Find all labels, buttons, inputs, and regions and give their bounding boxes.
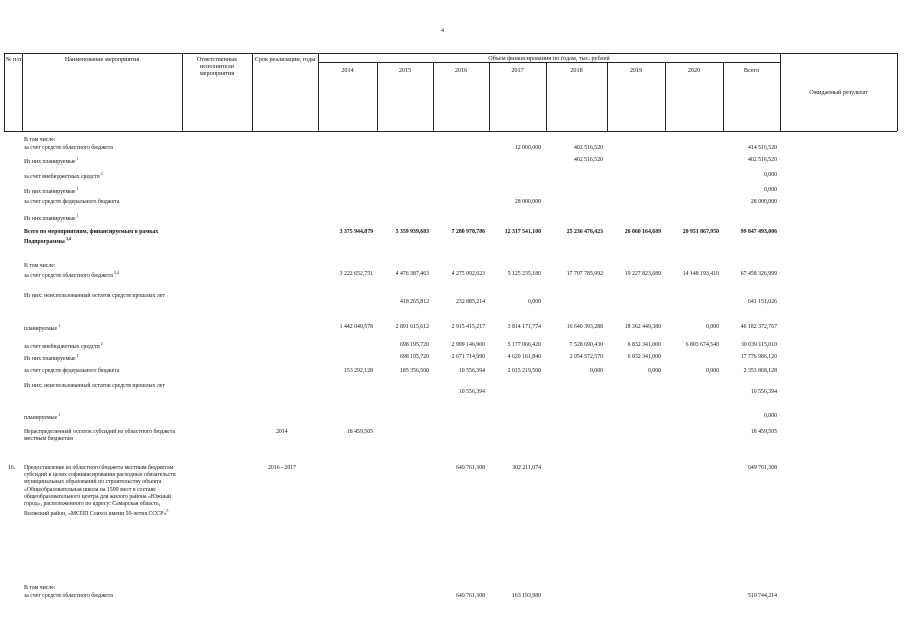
header-volume: Объем финансирования по годам, тыс. рублей bbox=[488, 55, 610, 62]
value-cell: 28 000,000 bbox=[750, 199, 777, 205]
value-cell: 402 516,520 bbox=[748, 157, 777, 163]
value-cell: 12 000,000 bbox=[514, 145, 541, 151]
footnote-mark: 1 bbox=[75, 156, 79, 161]
value-cell: 0,000 bbox=[589, 368, 603, 374]
row-label bbox=[24, 172, 103, 181]
value-cell: 7 280 978,786 bbox=[451, 229, 485, 235]
value-cell: 3 375 944,879 bbox=[339, 229, 373, 235]
footnote-mark: 1 bbox=[57, 412, 61, 417]
row-label-text: за счет средств областного бюджета bbox=[24, 145, 113, 151]
value-cell: 4 275 092,623 bbox=[451, 271, 485, 277]
value-cell: 698 195,720 bbox=[400, 342, 429, 348]
value-cell: 232 885,214 bbox=[456, 299, 485, 305]
row-term: 2014 bbox=[276, 429, 288, 435]
value-cell: 16 640 393,288 bbox=[566, 324, 603, 330]
row-label bbox=[24, 293, 184, 300]
row-label bbox=[24, 271, 119, 280]
value-cell: 414 516,520 bbox=[748, 145, 777, 151]
footnote-mark: 1 bbox=[75, 353, 79, 358]
value-cell: 4 620 161,840 bbox=[507, 354, 541, 360]
value-cell: 19 227 823,689 bbox=[624, 271, 661, 277]
row-label-text: Из них планируемые bbox=[24, 158, 76, 165]
row-label-text: за счет средств областного бюджета bbox=[24, 272, 113, 279]
value-cell: 5 177 066,420 bbox=[507, 342, 541, 348]
value-cell: 14 148 193,410 bbox=[682, 271, 719, 277]
value-cell: 2 915 415,217 bbox=[451, 324, 485, 330]
row-label bbox=[24, 593, 113, 600]
value-cell: 5 125 235,180 bbox=[507, 271, 541, 277]
value-cell: 698 195,720 bbox=[400, 354, 429, 360]
header-year: 2020 bbox=[687, 67, 701, 74]
row-label-text: Из них: неиспользованный остаток средств прошлых лет bbox=[24, 383, 165, 389]
row-label-text: В том числе: bbox=[24, 585, 56, 591]
header-year: 2019 bbox=[629, 67, 643, 74]
value-cell: 649 761,308 bbox=[748, 465, 777, 471]
row-label-text: за счет внебюджетных средств bbox=[24, 343, 100, 350]
value-cell: 153 292,128 bbox=[344, 368, 373, 374]
value-cell: 2 954 572,570 bbox=[569, 354, 603, 360]
col-border bbox=[780, 53, 781, 131]
value-cell: 7 528 690,430 bbox=[569, 342, 603, 348]
col-border bbox=[252, 53, 253, 131]
row-label bbox=[24, 157, 79, 166]
row-label-text: Нераспределенный остаток субсидий из областного бюджета местным бюджетам bbox=[24, 429, 176, 443]
row-label-text: Из них: неиспользованный остаток средств прошлых лет bbox=[24, 293, 165, 299]
row-label bbox=[24, 187, 79, 196]
value-cell: 30 039 115,010 bbox=[740, 342, 777, 348]
value-cell: 641 151,026 bbox=[748, 299, 777, 305]
row-label-text: планируемые bbox=[24, 325, 58, 332]
row-label bbox=[24, 199, 119, 206]
row-label-text: за счет средств федерального бюджета bbox=[24, 368, 120, 374]
row-label-text: Из них планируемые bbox=[24, 188, 76, 195]
value-cell: 2 671 714,990 bbox=[451, 354, 485, 360]
value-cell: 510 744,214 bbox=[748, 593, 777, 599]
value-cell: 0,000 bbox=[763, 172, 777, 178]
row-label bbox=[24, 342, 103, 351]
row-label bbox=[24, 229, 184, 246]
row-label-text: за счет внебюджетных средств bbox=[24, 173, 100, 180]
row-label bbox=[24, 354, 79, 363]
item-description bbox=[24, 465, 184, 519]
value-cell: 6 832 341,000 bbox=[627, 354, 661, 360]
value-cell: 46 182 372,767 bbox=[740, 324, 777, 330]
row-label-text: Из них планируемые bbox=[24, 215, 76, 222]
footnote-mark: 3,4 bbox=[64, 236, 71, 242]
value-cell: 26 060 164,689 bbox=[624, 229, 661, 235]
row-label-text: В том числе: bbox=[24, 137, 56, 143]
row-label bbox=[24, 145, 113, 152]
row-label bbox=[24, 429, 184, 443]
value-cell: 2 891 615,612 bbox=[395, 324, 429, 330]
footnote-mark: 1 bbox=[57, 323, 61, 328]
item-description-text: Предоставление из областного бюджета местным бюджетам субсидий в целях софинансирования расходных обязательств муниципальных образований по строительству объекта «Общеобразовательная школа на 1500 мест в составе общеобразовательного центра для жилого района «Южный город», расположенного по адресу: Самарская область, Волжский район, «МСПП Совхоз имени 50-летия СССР» bbox=[24, 465, 176, 518]
header-term: Срок реализации, годы bbox=[254, 56, 316, 63]
value-cell: 17 776 986,120 bbox=[740, 354, 777, 360]
value-cell: 1 442 040,578 bbox=[339, 324, 373, 330]
page-number: 4 bbox=[441, 28, 444, 34]
header-year: 2018 bbox=[570, 67, 583, 74]
header-top-border bbox=[4, 53, 897, 54]
value-cell: 2 999 146,900 bbox=[451, 342, 485, 348]
value-cell: 0,000 bbox=[647, 368, 661, 374]
value-cell: 3 814 171,774 bbox=[507, 324, 541, 330]
value-cell: 10 556,394 bbox=[458, 389, 485, 395]
value-cell: 0,000 bbox=[763, 187, 777, 193]
col-border bbox=[22, 53, 23, 131]
header-year: 2017 bbox=[511, 67, 524, 74]
value-cell: 402 516,520 bbox=[574, 157, 603, 163]
footnote-mark: 5 bbox=[166, 508, 169, 514]
value-cell: 402 516,520 bbox=[574, 145, 603, 151]
value-cell: 0,000 bbox=[763, 413, 777, 419]
footnote-mark: 2 bbox=[99, 341, 103, 346]
value-cell: 4 476 387,463 bbox=[395, 271, 429, 277]
header-year: 2016 bbox=[454, 67, 468, 74]
value-cell: 649 761,308 bbox=[456, 593, 485, 599]
item-term: 2016 - 2017 bbox=[268, 465, 297, 471]
col-border bbox=[318, 53, 319, 131]
value-cell: 649 761,308 bbox=[456, 465, 485, 471]
value-cell: 99 847 493,006 bbox=[740, 229, 777, 235]
row-label bbox=[24, 585, 55, 592]
value-cell: 18 459,505 bbox=[346, 429, 373, 435]
col-border bbox=[182, 53, 183, 131]
value-cell: 18 362 449,380 bbox=[624, 324, 661, 330]
row-label bbox=[24, 263, 55, 270]
header-year-divider bbox=[318, 62, 780, 63]
value-cell: 185 356,500 bbox=[400, 368, 429, 374]
footnote-mark: 1 bbox=[75, 213, 79, 218]
value-cell: 0,000 bbox=[705, 324, 719, 330]
header-year: 2014 bbox=[341, 67, 354, 74]
value-cell: 12 317 541,100 bbox=[504, 229, 541, 235]
header-year: 2015 bbox=[398, 67, 412, 74]
value-cell: 10 556,394 bbox=[458, 368, 485, 374]
row-label-text: за счет средств областного бюджета bbox=[24, 593, 113, 599]
value-cell: 2 353 868,128 bbox=[743, 368, 777, 374]
header-num: № п/п bbox=[5, 56, 22, 63]
value-cell: 0,000 bbox=[527, 299, 541, 305]
header-result: Ожидаемый результат bbox=[809, 89, 868, 96]
value-cell: 418 265,812 bbox=[400, 299, 429, 305]
footnote-mark: 1 bbox=[75, 186, 79, 191]
row-label bbox=[24, 413, 60, 422]
value-cell: 28 000,000 bbox=[514, 199, 541, 205]
value-cell: 18 459,505 bbox=[750, 429, 777, 435]
col-border bbox=[897, 53, 898, 131]
row-label bbox=[24, 214, 79, 223]
value-cell: 163 193,980 bbox=[512, 593, 541, 599]
value-cell: 6 832 341,000 bbox=[627, 342, 661, 348]
value-cell: 0,000 bbox=[705, 368, 719, 374]
item-number: 16. bbox=[8, 465, 16, 471]
row-label-text: планируемые bbox=[24, 414, 58, 421]
row-label bbox=[24, 324, 60, 333]
value-cell: 10 556,394 bbox=[750, 389, 777, 395]
value-cell: 302 211,074 bbox=[512, 465, 541, 471]
col-border bbox=[4, 53, 5, 131]
value-cell: 5 359 939,683 bbox=[395, 229, 429, 235]
value-cell: 17 707 785,992 bbox=[566, 271, 603, 277]
value-cell: 2 015 219,500 bbox=[507, 368, 541, 374]
value-cell: 3 222 652,751 bbox=[339, 271, 373, 277]
row-label bbox=[24, 137, 55, 144]
header-name: Наименование мероприятия bbox=[64, 56, 140, 63]
row-label bbox=[24, 368, 119, 375]
value-cell: 6 803 674,540 bbox=[685, 342, 719, 348]
row-label-text: Из них планируемые bbox=[24, 355, 76, 362]
row-label-text: за счет средств федерального бюджета bbox=[24, 199, 120, 205]
header-year: Всего bbox=[743, 67, 760, 74]
row-label-text: Всего по мероприятиям, финансируемым в рамках Подпрограммы bbox=[24, 229, 159, 246]
row-label-text: В том числе: bbox=[24, 263, 56, 269]
row-label bbox=[24, 383, 184, 390]
header-responsible: Ответственные исполнители мероприятия bbox=[196, 56, 238, 78]
header-bottom-border bbox=[4, 131, 897, 132]
value-cell: 67 458 326,999 bbox=[740, 271, 777, 277]
value-cell: 25 236 476,423 bbox=[566, 229, 603, 235]
footnote-mark: 3,4 bbox=[112, 270, 119, 275]
footnote-mark: 2 bbox=[99, 171, 103, 176]
value-cell: 20 951 867,950 bbox=[682, 229, 719, 235]
